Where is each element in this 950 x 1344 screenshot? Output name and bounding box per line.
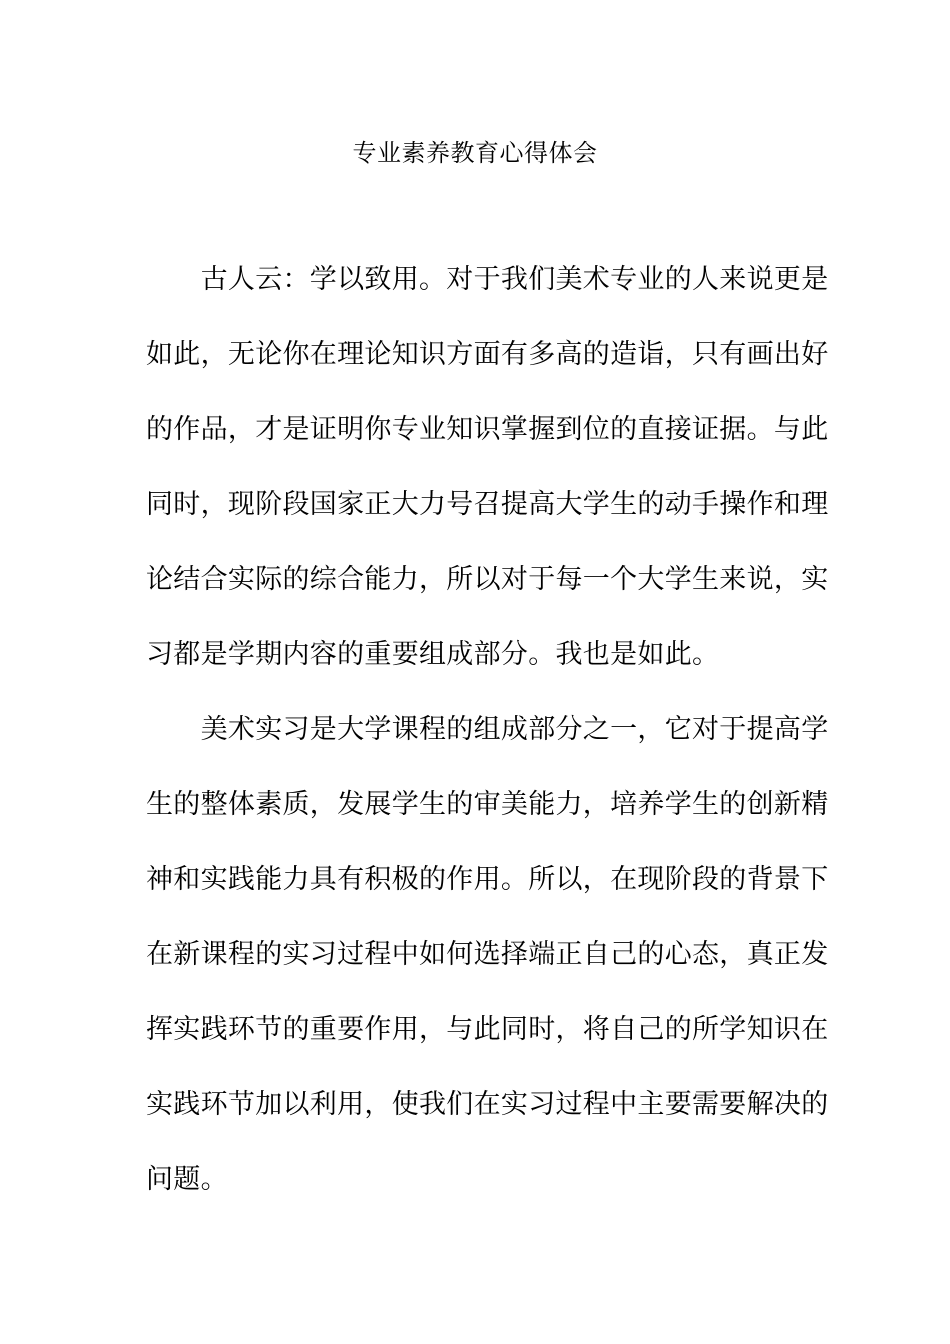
paragraph-1-line-6: 习都是学期内容的重要组成部分。我也是如此。	[146, 639, 720, 670]
paragraph-2-line-4: 在新课程的实习过程中如何选择端正自己的心态，真正发	[146, 939, 829, 970]
document-title: 专业素养教育心得体会	[352, 139, 598, 167]
paragraph-1-line-4: 同时，现阶段国家正大力号召提高大学生的动手操作和理	[146, 489, 829, 520]
paragraph-2-line-2: 生的整体素质，发展学生的审美能力，培养学生的创新精	[146, 789, 829, 820]
paragraph-1-line-3: 的作品，才是证明你专业知识掌握到位的直接证据。与此	[146, 414, 829, 445]
paragraph-2-line-1: 美术实习是大学课程的组成部分之一，它对于提高学	[146, 714, 829, 745]
paragraph-1-line-5: 论结合实际的综合能力，所以对于每一个大学生来说，实	[146, 564, 829, 595]
paragraph-2-line-5: 挥实践环节的重要作用，与此同时，将自己的所学知识在	[146, 1014, 829, 1045]
paragraph-1-line-2: 如此，无论你在理论知识方面有多高的造诣，只有画出好	[146, 339, 829, 370]
paragraph-2-line-6: 实践环节加以利用，使我们在实习过程中主要需要解决的	[146, 1089, 829, 1120]
paragraph-1-line-1: 古人云：学以致用。对于我们美术专业的人来说更是	[146, 264, 829, 295]
document-body	[146, 260, 829, 1235]
paragraph-2-line-7: 问题。	[146, 1164, 228, 1195]
paragraph-2-line-3: 神和实践能力具有积极的作用。所以，在现阶段的背景下	[146, 864, 829, 895]
